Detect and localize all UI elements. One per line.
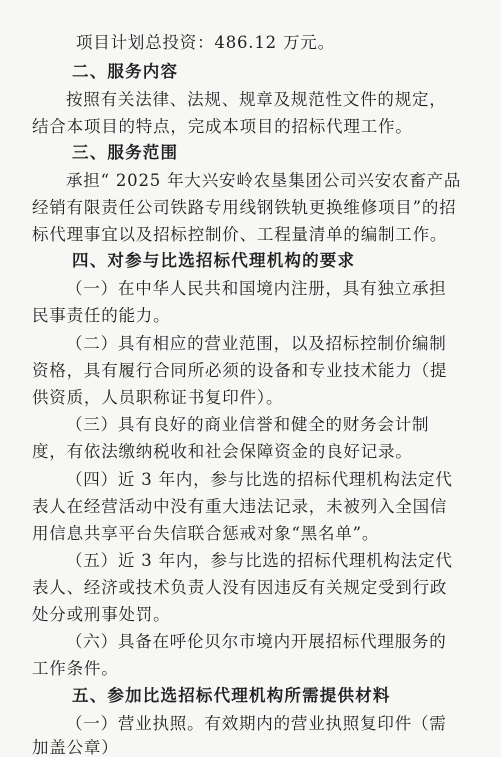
section-3-para-line-2: 经销有限责任公司铁路专用线钢铁轨更换维修项目”的招 — [32, 198, 457, 217]
req-5-line-1: （五）近 3 年内，参与比选的招标代理机构法定代 — [66, 551, 453, 570]
section-3-para-line-3: 标代理事宜以及招标控制价、工程量清单的编制工作。 — [32, 225, 448, 244]
req-2-line-1: （二）具有相应的营业范围，以及招标控制价编制 — [66, 334, 447, 353]
req-5-line-3: 处分或刑事处罚。 — [32, 605, 171, 624]
section-3-heading: 三、服务范围 — [72, 143, 179, 162]
section-5-heading: 五、参加比选招标代理机构所需提供材料 — [72, 686, 391, 705]
section-3-para-line-1: 承担“ 2025 年大兴安岭农垦集团公司兴安农畜产品 — [66, 171, 462, 190]
materials-1-line-1: （一）营业执照。有效期内的营业执照复印件（需 — [66, 714, 447, 733]
investment-line: 项目计划总投资：486.12 万元。 — [76, 33, 335, 52]
req-6-line-2: 工作条件。 — [32, 659, 119, 678]
section-4-heading: 四、对参与比选招标代理机构的要求 — [72, 251, 356, 270]
req-2-line-2: 资格，具有履行合同所必须的设备和专业技术能力（提 — [32, 361, 448, 380]
req-4-line-3: 用信息共享平台失信联合惩戒对象“黑名单”。 — [32, 524, 380, 543]
req-3-line-2: 度，有依法缴纳税收和社会保障资金的良好记录。 — [32, 442, 413, 461]
req-4-line-1: （四）近 3 年内，参与比选的招标代理机构法定代 — [66, 470, 453, 489]
section-2-para-line-1: 按照有关法律、法规、规章及规范性文件的规定， — [66, 90, 447, 109]
req-2-line-3: 供资质，人员职称证书复印件）。 — [32, 388, 284, 407]
req-1-line-2: 民事责任的能力。 — [32, 306, 171, 325]
section-2-heading: 二、服务内容 — [72, 62, 179, 81]
req-1-line-1: （一）在中华人民共和国境内注册，具有独立承担 — [66, 279, 447, 298]
req-5-line-2: 表人、经济或技术负责人没有因违反有关规定受到行政 — [32, 578, 448, 597]
req-3-line-1: （三）具有良好的商业信誉和健全的财务会计制 — [66, 415, 430, 434]
section-2-para-line-2: 结合本项目的特点，完成本项目的招标代理工作。 — [32, 117, 413, 136]
req-6-line-1: （六）具备在呼伦贝尔市境内开展招标代理服务的 — [66, 632, 447, 651]
req-4-line-2: 表人在经营活动中没有重大违法记录，未被列入全国信 — [32, 497, 448, 516]
materials-1-line-2: 加盖公章） — [32, 738, 119, 757]
